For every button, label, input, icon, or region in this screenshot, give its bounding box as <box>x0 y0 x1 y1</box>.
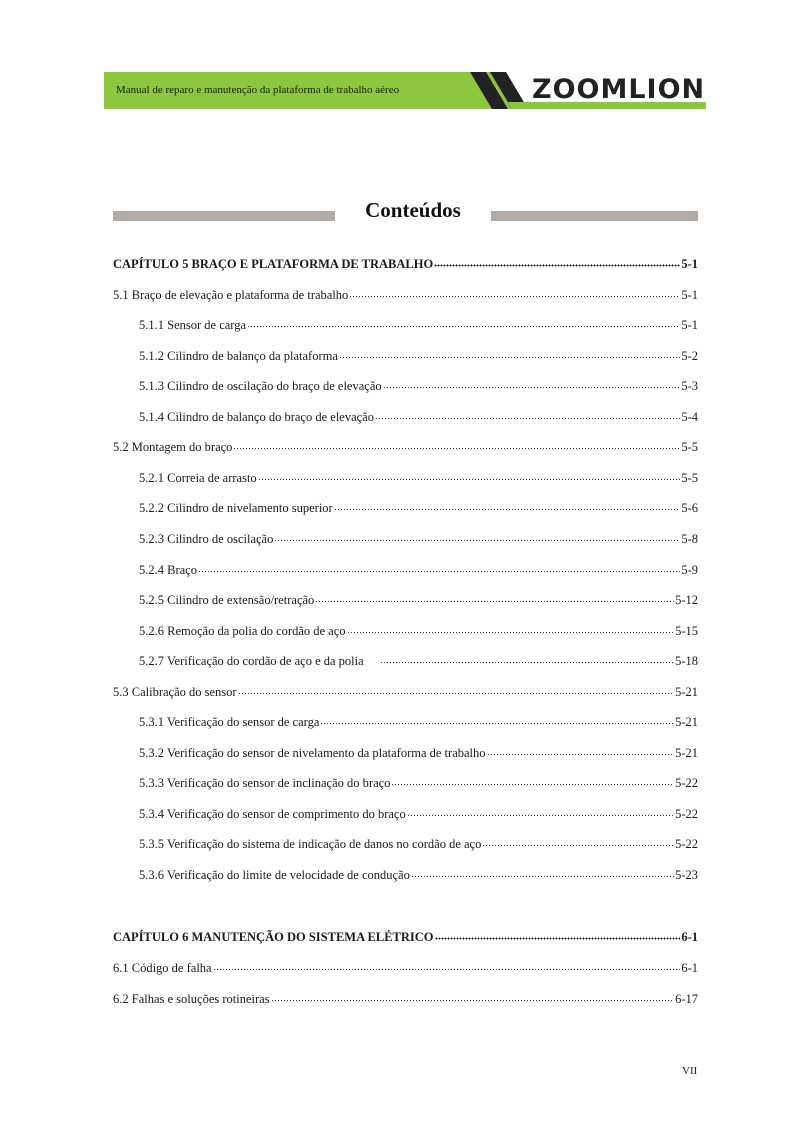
toc-leader <box>482 834 674 848</box>
title-bar-left <box>113 211 335 221</box>
toc-leader <box>407 804 674 818</box>
toc-leader <box>274 529 680 543</box>
toc-leader <box>411 865 674 879</box>
toc-label: 5.3.6 Verificação do limite de velocidade de condução <box>139 868 410 882</box>
toc-label: 5.2.3 Cilindro de oscilação <box>139 532 274 546</box>
toc-section-5-1-2[interactable] <box>139 346 698 362</box>
page-header <box>104 72 706 109</box>
header-title: Manual de reparo e manutenção da plataforma de trabalho aéreo <box>116 84 400 96</box>
toc-section-5-3-6[interactable] <box>139 865 698 881</box>
toc-leader <box>247 315 680 329</box>
toc-section-5-3-4[interactable] <box>139 804 698 820</box>
toc-section-5-3-2[interactable] <box>139 743 698 759</box>
toc-leader <box>487 743 675 757</box>
toc-label: 5.2.5 Cilindro de extensão/retração <box>139 593 315 607</box>
toc-page: 5-2 <box>681 349 698 363</box>
toc-page: 5-21 <box>675 746 698 760</box>
toc-page: 5-22 <box>675 776 698 790</box>
toc-page: 5-23 <box>675 868 698 882</box>
toc-leader <box>315 590 674 604</box>
toc-label: 5.1.4 Cilindro de balanço do braço de elevação <box>139 410 374 424</box>
toc-leader <box>320 712 674 726</box>
toc-chapter-6[interactable] <box>113 927 698 943</box>
toc-section-5-2-6[interactable] <box>139 621 698 637</box>
toc-section-6-1[interactable] <box>113 958 698 974</box>
toc-section-5-2[interactable] <box>113 437 698 453</box>
toc-label: 5.3.3 Verificação do sensor de inclinação do braço <box>139 776 391 790</box>
toc-section-5-2-2[interactable] <box>139 498 698 514</box>
toc-label: 5.3 Calibração do sensor <box>113 685 237 699</box>
toc-label: 5.2 Montagem do braço <box>113 440 233 454</box>
page-number: VII <box>682 1065 698 1077</box>
toc-section-5-1[interactable] <box>113 285 698 301</box>
toc-leader <box>435 927 681 941</box>
toc-leader <box>258 468 681 482</box>
toc-label: 5.2.1 Correia de arrasto <box>139 471 257 485</box>
toc-label: 5.1.3 Cilindro de oscilação do braço de elevação <box>139 379 382 393</box>
toc-leader <box>380 651 674 665</box>
toc-page: 5-9 <box>681 563 698 577</box>
toc-page: 5-8 <box>681 532 698 546</box>
toc-page: 6-1 <box>681 930 698 944</box>
contents-title-row <box>113 196 698 230</box>
toc-leader <box>238 682 675 696</box>
toc-label: 5.2.4 Braço <box>139 563 197 577</box>
toc-leader <box>383 376 681 390</box>
toc-page: 5-1 <box>681 288 698 302</box>
toc-page: 6-1 <box>681 961 698 975</box>
toc-page: 5-6 <box>681 501 698 515</box>
toc-label: 5.3.4 Verificação do sensor de comprimento do braço <box>139 807 406 821</box>
toc-label: 5.1.1 Sensor de carga <box>139 318 247 332</box>
brand-logo: ZOOMLION <box>532 74 706 105</box>
toc-section-5-1-4[interactable] <box>139 407 698 423</box>
toc-section-5-2-4[interactable] <box>139 560 698 576</box>
toc-page: 5-4 <box>681 410 698 424</box>
toc-label: 6.1 Código de falha <box>113 961 212 975</box>
toc-section-5-3-1[interactable] <box>139 712 698 728</box>
toc-label: 5.3.1 Verificação do sensor de carga <box>139 715 320 729</box>
toc-label: 5.3.5 Verificação do sistema de indicação de danos no cordão de aço <box>139 837 482 851</box>
toc-section-5-2-3[interactable] <box>139 529 698 545</box>
toc-leader <box>391 773 674 787</box>
toc-leader <box>339 346 680 360</box>
toc-page: 5-21 <box>675 715 698 729</box>
toc-page: 5-5 <box>681 471 698 485</box>
page-title: Conteúdos <box>365 198 461 222</box>
toc-leader <box>213 958 681 972</box>
toc-page: 6-17 <box>675 992 698 1006</box>
toc-page: 5-21 <box>675 685 698 699</box>
toc-label: 5.3.2 Verificação do sensor de nivelamento da plataforma de trabalho <box>139 746 486 760</box>
toc-leader <box>198 560 680 574</box>
toc-page: 5-1 <box>681 257 698 271</box>
toc-label: 6.2 Falhas e soluções rotineiras <box>113 992 270 1006</box>
toc-section-5-2-7[interactable] <box>139 651 698 667</box>
toc-label: CAPÍTULO 5 BRAÇO E PLATAFORMA DE TRABALHO <box>113 257 434 271</box>
toc-label: 5.2.7 Verificação do cordão de aço e da polia <box>139 654 364 668</box>
toc-section-5-2-5[interactable] <box>139 590 698 606</box>
toc-page: 5-12 <box>675 593 698 607</box>
toc-label: 5.1.2 Cilindro de balanço da plataforma <box>139 349 338 363</box>
toc-page: 5-22 <box>675 807 698 821</box>
toc-label: CAPÍTULO 6 MANUTENÇÃO DO SISTEMA ELÉTRICO <box>113 930 434 944</box>
toc-leader <box>271 989 675 1003</box>
toc-leader <box>233 437 680 451</box>
title-bar-right <box>491 211 698 221</box>
toc-chapter-5[interactable] <box>113 254 698 270</box>
toc-label: 5.1 Braço de elevação e plataforma de trabalho <box>113 288 349 302</box>
toc-page: 5-18 <box>675 654 698 668</box>
toc-section-6-2[interactable] <box>113 989 698 1005</box>
toc-label: 5.2.6 Remoção da polia do cordão de aço <box>139 624 346 638</box>
toc-section-5-3-5[interactable] <box>139 834 698 850</box>
toc-label: 5.2.2 Cilindro de nivelamento superior <box>139 501 333 515</box>
toc-page: 5-3 <box>681 379 698 393</box>
toc-leader <box>347 621 675 635</box>
toc-page: 5-22 <box>675 837 698 851</box>
toc-leader <box>375 407 680 421</box>
toc-section-5-1-1[interactable] <box>139 315 698 331</box>
toc-leader <box>349 285 680 299</box>
toc-page: 5-15 <box>675 624 698 638</box>
toc-section-5-2-1[interactable] <box>139 468 698 484</box>
toc-page: 5-1 <box>681 318 698 332</box>
toc-page: 5-5 <box>681 440 698 454</box>
toc-section-5-1-3[interactable] <box>139 376 698 392</box>
toc-leader <box>334 498 681 512</box>
toc-leader <box>434 254 680 268</box>
toc-section-5-3-3[interactable] <box>139 773 698 789</box>
toc-section-5-3[interactable] <box>113 682 698 698</box>
